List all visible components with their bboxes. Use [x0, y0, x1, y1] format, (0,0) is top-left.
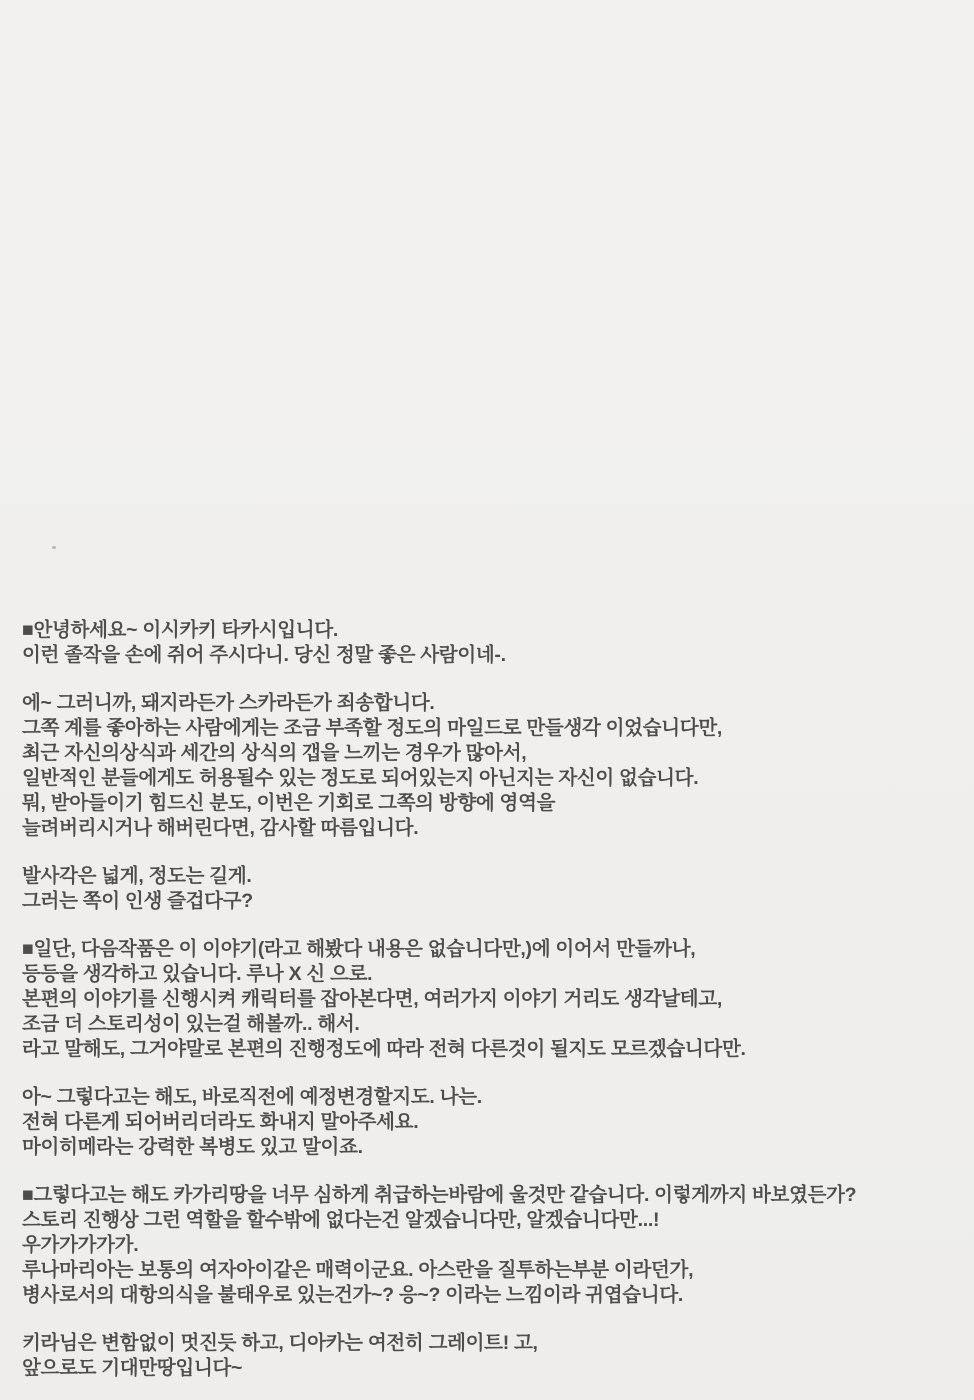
afterword-line: ■일단, 다음작품은 이 이야기(라고 해봤다 내용은 없습니다만,)에 이어서 만들까나,	[22, 938, 696, 960]
afterword-line: 최근 자신의상식과 세간의 상식의 갭을 느끼는 경우가 많아서,	[22, 742, 527, 764]
afterword-line: 루나마리아는 보통의 여자아이같은 매력이군요. 아스란을 질투하는부분 이라던가,	[22, 1259, 694, 1281]
afterword-line: 그러는 쪽이 인생 즐겁다구?	[22, 890, 253, 912]
afterword-line: ■안녕하세요~ 이시카키 타카시입니다.	[22, 619, 338, 641]
afterword-line: 앞으로도 기대만땅입니다~	[22, 1357, 243, 1379]
afterword-line: 조금 더 스토리성이 있는걸 해볼까.. 해서.	[22, 1013, 360, 1035]
afterword-line: 아~ 그렇다고는 해도, 바로직전에 예정변경할지도. 나는.	[22, 1086, 482, 1108]
afterword-line: ■그렇다고는 해도 카가리땅을 너무 심하게 취급하는바람에 울것만 같습니다. 이렇게까지 바보였든가?	[22, 1184, 857, 1206]
afterword-line: 본편의 이야기를 신행시켜 캐릭터를 잡아본다면, 여러가지 이야기 거리도 생각날테고,	[22, 988, 722, 1010]
afterword-paragraph-motto	[22, 864, 966, 914]
afterword-line: 뭐, 받아들이기 힘드신 분도, 이번은 기회로 그쪽의 방향에 영역을	[22, 792, 556, 814]
afterword-line: 마이히메라는 강력한 복병도 있고 말이죠.	[22, 1136, 363, 1158]
afterword-line: 에~ 그러니까, 돼지라든가 스카라든가 죄송합니다.	[22, 692, 435, 714]
afterword-line: 병사로서의 대항의식을 불태우로 있는건가~? 응~? 이라는 느낌이라 귀엽습니다.	[22, 1284, 683, 1306]
afterword-paragraph-next-work	[22, 937, 966, 1062]
afterword-line: 늘려버리시거나 해버린다면, 감사할 따름입니다.	[22, 817, 419, 839]
afterword-line: 등등을 생각하고 있습니다. 루나 X 신 으로.	[22, 963, 373, 985]
afterword-line: 스토리 진행상 그런 역할을 할수밖에 없다는건 알겠습니다만, 알겠습니다만...!	[22, 1209, 660, 1231]
afterword-paragraph-characters	[22, 1183, 966, 1308]
afterword-line: 그쪽 계를 좋아하는 사람에게는 조금 부족할 정도의 마일드로 만들생각 이었습니다만,	[22, 717, 722, 739]
afterword-line: 발사각은 넓게, 정도는 길게.	[22, 865, 252, 887]
afterword-line: 키라님은 변함없이 멋진듯 하고, 디아카는 여전히 그레이트! 고,	[22, 1332, 538, 1354]
afterword-line: 일반적인 분들에게도 허용될수 있는 정도로 되어있는지 아닌지는 자신이 없습니다.	[22, 767, 699, 789]
afterword-paragraph-plans	[22, 1085, 966, 1160]
afterword-line: 라고 말해도, 그거야말로 본편의 진행정도에 따라 전혀 다른것이 될지도 모르겠습니다만.	[22, 1038, 746, 1060]
afterword-line: 우가가가가가.	[22, 1234, 139, 1256]
afterword-paragraph-closing	[22, 1331, 966, 1381]
afterword-paragraph-greeting	[22, 618, 966, 668]
afterword-paragraph-apology	[22, 691, 966, 841]
afterword-text-block	[22, 618, 966, 1400]
afterword-line: 전혀 다른게 되어버리더라도 화내지 말아주세요.	[22, 1111, 419, 1133]
afterword-line: 이런 졸작을 손에 쥐어 주시다니. 당신 정말 좋은 사람이네-.	[22, 644, 506, 666]
scan-speck-artifact	[52, 546, 56, 549]
